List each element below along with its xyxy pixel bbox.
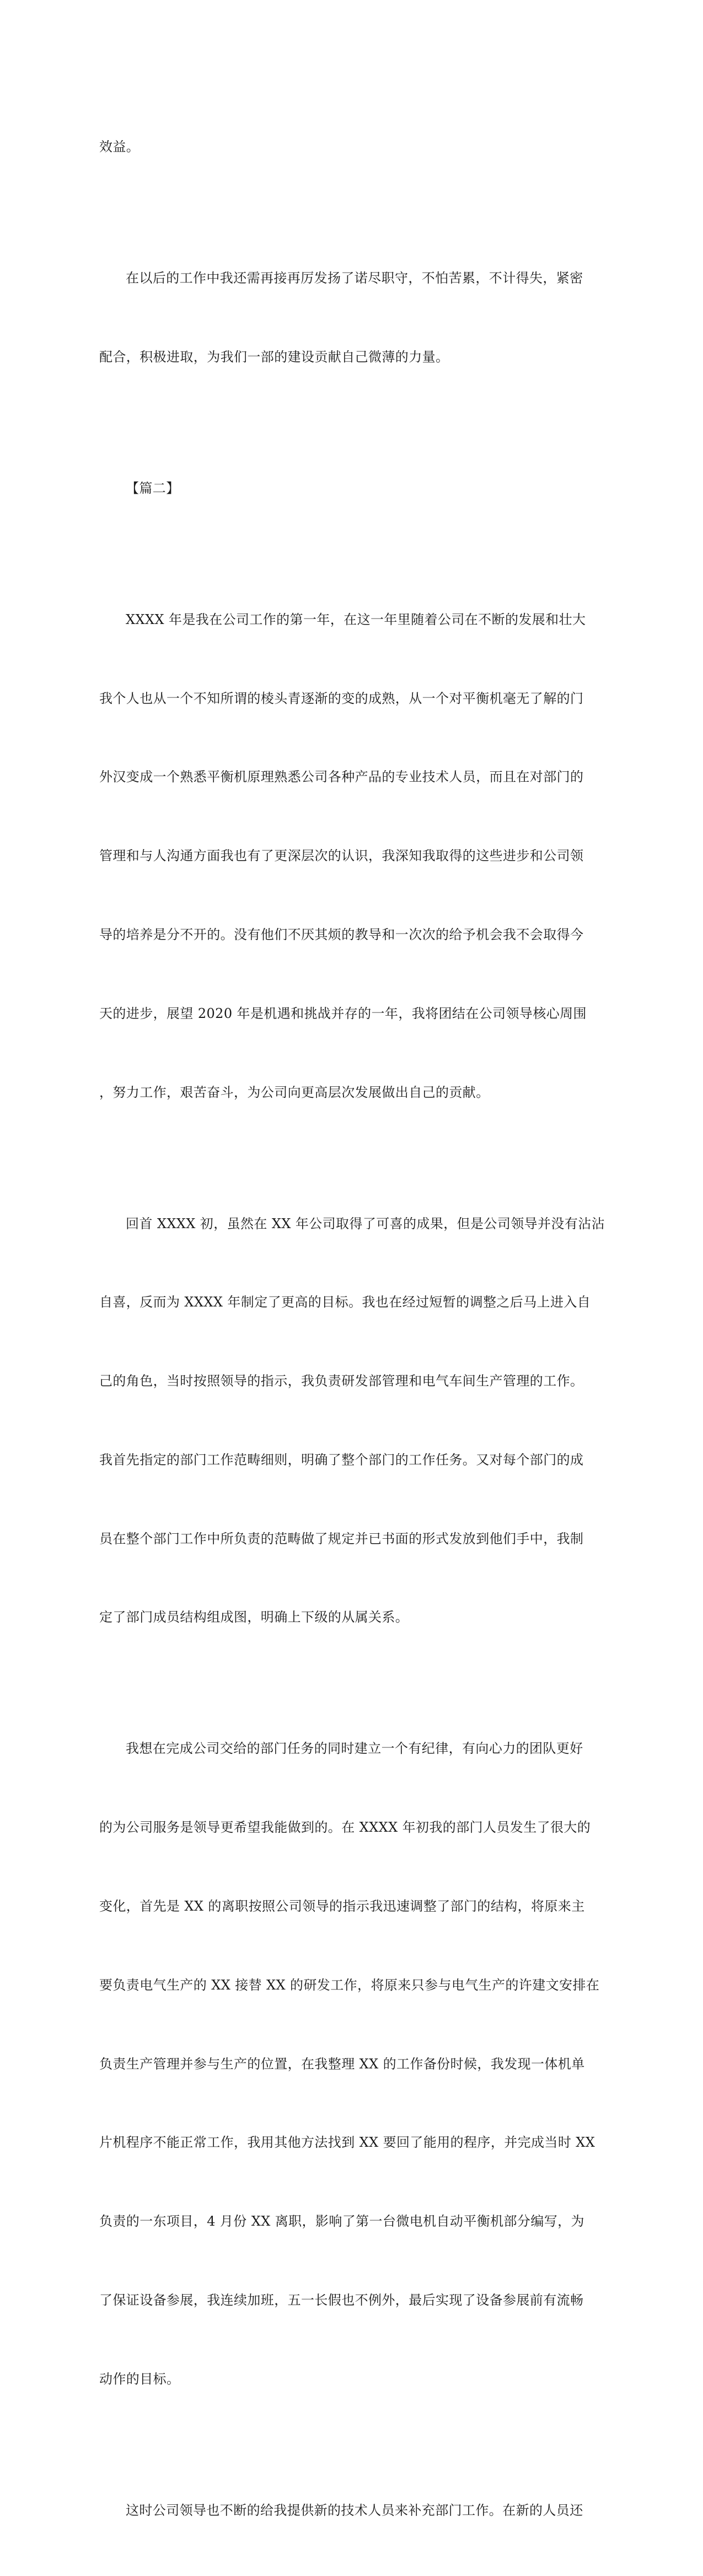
- text-line: 我个人也从一个不知所谓的棱头青逐渐的变的成熟，从一个对平衡机毫无了解的门: [99, 690, 584, 706]
- text-line: XXXX 年是我在公司工作的第一年，在这一年里随着公司在不断的发展和壮大: [126, 611, 586, 627]
- paragraph-p5: [99, 1683, 607, 2445]
- text-line: ，努力工作，艰苦奋斗，为公司向更高层次发展做出自己的贡献。: [99, 1084, 490, 1100]
- text-line: 外汉变成一个熟悉平衡机原理熟悉公司各种产品的专业技术人员，而且在对部门的: [99, 769, 584, 785]
- paragraph-p1: [99, 82, 607, 213]
- document-page: [99, 82, 607, 2576]
- paragraph-p3: [99, 554, 607, 1159]
- text-line: 天的进步，展望 2020 年是机遇和挑战并存的一年，我将团结在公司领导核心周围: [99, 1005, 587, 1021]
- text-line: 片机程序不能正常工作，我用其他方法找到 XX 要回了能用的程序，并完成当时 XX: [99, 2135, 595, 2151]
- text-line: 定了部门成员结构组成图，明确上下级的从属关系。: [99, 1609, 409, 1625]
- text-line: 效益。: [99, 139, 140, 155]
- text-line: 管理和与人沟通方面我也有了更深层次的认识，我深知我取得的这些进步和公司领: [99, 848, 584, 864]
- text-line: 负责的一东项目，4 月份 XX 离职，影响了第一台微电机自动平衡机部分编写，为: [99, 2214, 584, 2230]
- text-line: 这时公司领导也不断的给我提供新的技术人员来补充部门工作。在新的人员还: [126, 2502, 583, 2518]
- text-line: 自喜，反而为 XXXX 年制定了更高的目标。我也在经过短暂的调整之后马上进入自: [99, 1294, 591, 1310]
- heading-text: 【篇二】: [126, 480, 180, 496]
- text-line: 变化，首先是 XX 的离职按照公司领导的指示我迅速调整了部门的结构，将原来主: [99, 1898, 585, 1914]
- paragraph-p2: [99, 213, 607, 423]
- text-line: 配合，积极进取，为我们一部的建设贡献自己微薄的力量。: [99, 349, 449, 365]
- text-line: 要负责电气生产的 XX 接替 XX 的研发工作，将原来只参与电气生产的许建文安排在: [99, 1977, 600, 1993]
- text-line: 我想在完成公司交给的部门任务的同时建立一个有纪律，有向心力的团队更好: [126, 1741, 583, 1757]
- text-line: 己的角色，当时按照领导的指示，我负责研发部管理和电气车间生产管理的工作。: [99, 1373, 584, 1389]
- text-line: 负责生产管理并参与生产的位置，在我整理 XX 的工作备份时候，我发现一体机单: [99, 2056, 585, 2072]
- text-line: 导的培养是分不开的。没有他们不厌其烦的教导和一次次的给予机会我不会取得今: [99, 927, 584, 942]
- text-line: 的为公司服务是领导更希望我能做到的。在 XXXX 年初我的部门人员发生了很大的: [99, 1820, 591, 1836]
- section-heading: [99, 423, 607, 554]
- paragraph-p6: [99, 2445, 607, 2576]
- text-line: 了保证设备参展，我连续加班，五一长假也不例外，最后实现了设备参展前有流畅: [99, 2292, 584, 2308]
- paragraph-p4: [99, 1158, 607, 1683]
- text-line: 在以后的工作中我还需再接再厉发扬了诺尽职守，不怕苦累，不计得失，紧密: [126, 270, 583, 286]
- text-line: 员在整个部门工作中所负责的范畴做了规定并已书面的形式发放到他们手中，我制: [99, 1530, 584, 1546]
- text-line: 动作的目标。: [99, 2371, 180, 2387]
- text-line: 回首 XXXX 初，虽然在 XX 年公司取得了可喜的成果，但是公司领导并没有沾沾: [126, 1215, 605, 1231]
- text-line: 我首先指定的部门工作范畴细则，明确了整个部门的工作任务。又对每个部门的成: [99, 1452, 584, 1468]
